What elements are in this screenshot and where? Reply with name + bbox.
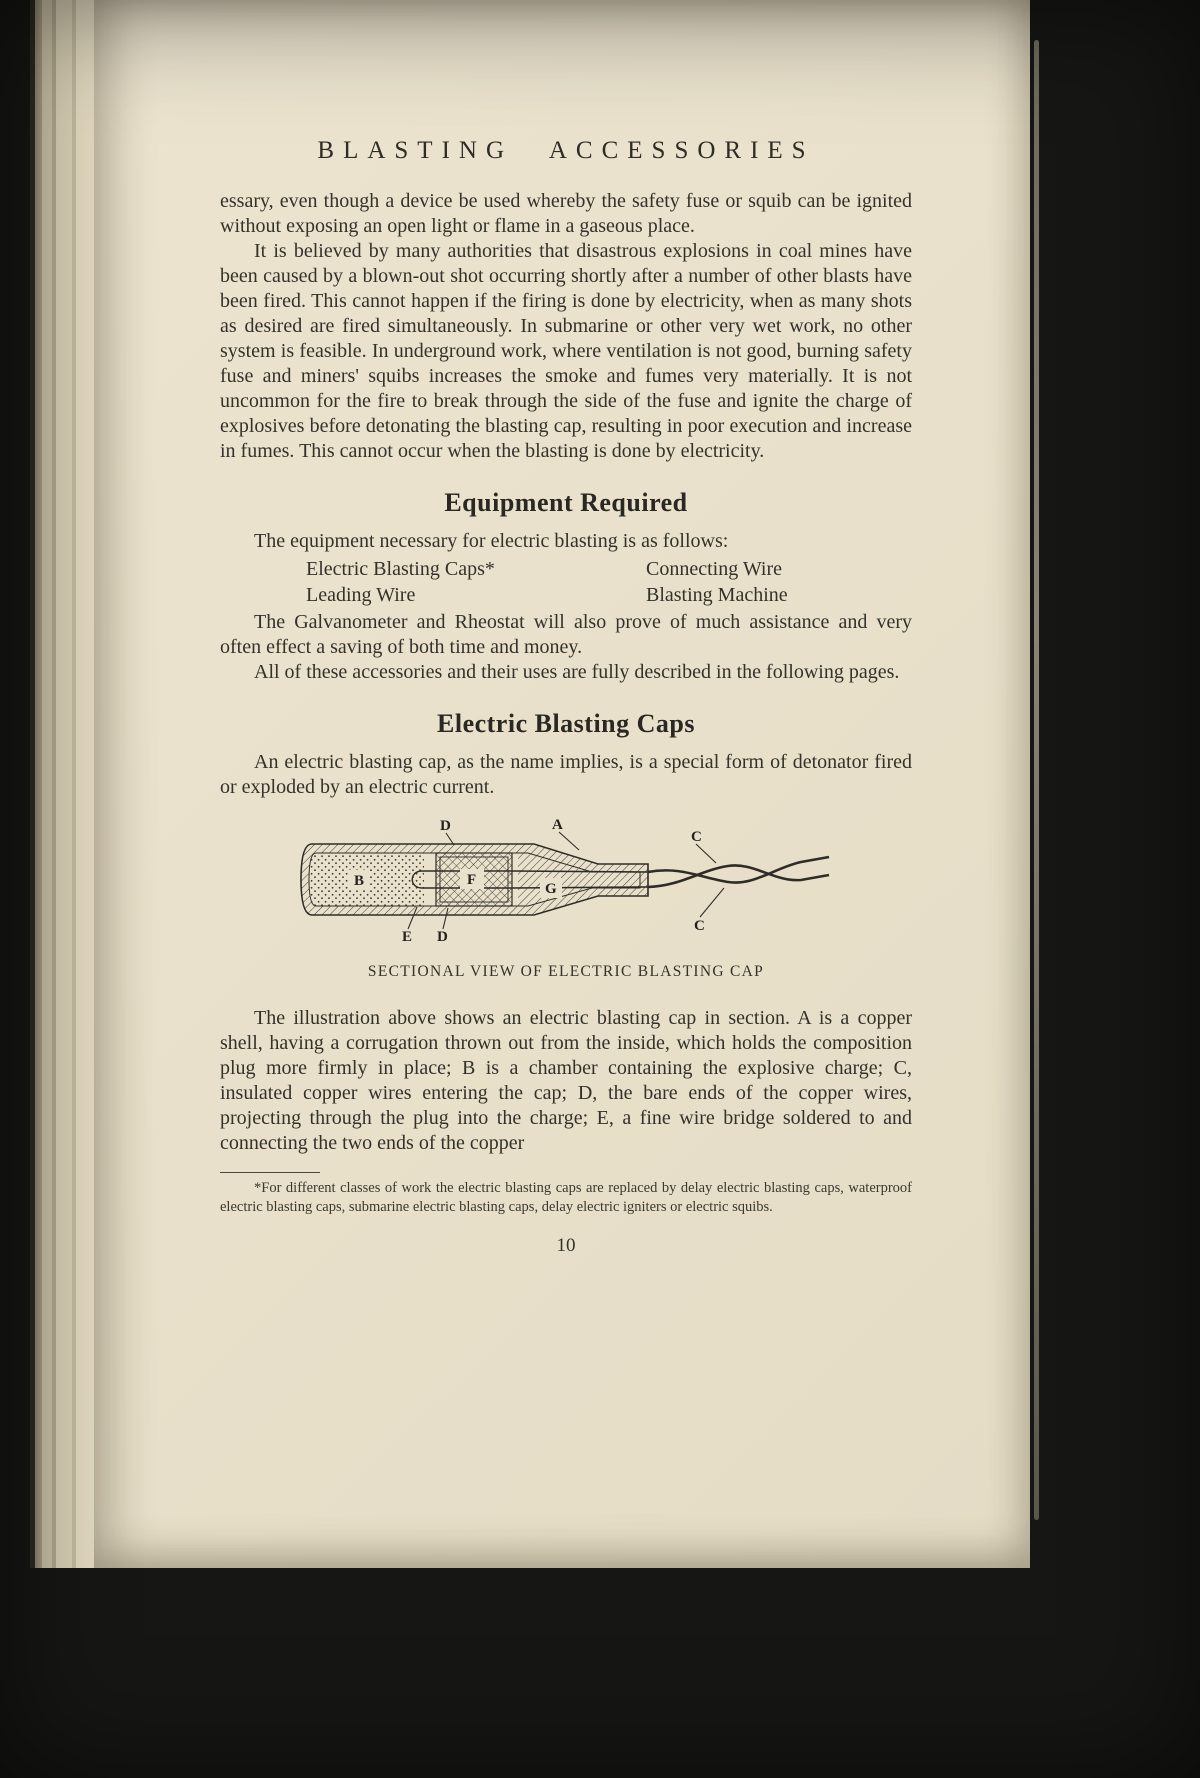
- paragraph-galvanometer: The Galvanometer and Rheostat will also prove of much assistance and very often effect a saving of both time and money.: [220, 611, 912, 658]
- paragraph-electric-firing: It is believed by many authorities that disastrous explosions in coal mines have been caused by a blown-out shot occurring shortly after a number of other blasts have been fired. This cannot happen if the firing is done by electricity, when as many shots as desired are fired simultaneously. In submarine or other very wet work, no other system is feasible. In underground work, where ventilation is not good, burning safety fuse and miners' squibs increases the smoke and fumes very materially. It is not uncommon for the fire to break through the side of the fuse and ignite the charge of explosives before detonating the blasting cap, resulting in poor execution and increase in fumes. This cannot occur when the blasting is done by electricity.: [220, 240, 912, 462]
- book: [30, 0, 1030, 1568]
- paragraph-continuation: essary, even though a device be used whereby the safety fuse or squib can be ignited without exposing an open light or flame in a gaseous place.: [220, 190, 912, 237]
- page-number: 10: [556, 1235, 576, 1256]
- leader-C-top: [696, 844, 716, 863]
- equipment-list-column-left: [306, 556, 646, 608]
- wire-in-neck-bottom: [512, 887, 648, 888]
- page-content: [220, 0, 912, 1258]
- figure-label-B: B: [354, 873, 365, 889]
- adjacent-page-edge: [1034, 40, 1039, 1520]
- list-item: Connecting Wire: [646, 558, 783, 580]
- equipment-list-column-right: [646, 556, 788, 608]
- figure-label-E: E: [402, 929, 413, 944]
- figure-label-C-top: C: [691, 829, 702, 845]
- paragraph-caps-intro: An electric blasting cap, as the name implies, is a special form of detonator fired or exploded by an electric current.: [220, 751, 912, 798]
- footnote-rule: [220, 1172, 320, 1173]
- insulated-wire-2: [648, 865, 829, 887]
- figure-caption: SECTIONAL VIEW OF ELECTRIC BLASTING CAP: [367, 963, 765, 980]
- book-binding-page-edges: [30, 0, 94, 1568]
- figure-label-G: G: [545, 881, 557, 897]
- footnote: *For different classes of work the electric blasting caps are replaced by delay electric blasting caps, waterproof electric blasting caps, submarine electric blasting caps, delay electric igniters or electric squibs.: [220, 1180, 912, 1215]
- figure-label-D-bottom: D: [437, 929, 448, 944]
- paragraph-accessories: All of these accessories and their uses are fully described in the following pages.: [254, 661, 900, 683]
- leader-A-top: [559, 832, 579, 850]
- page-header: BLASTING ACCESSORIES: [317, 137, 815, 164]
- paragraph-caps-description: The illustration above shows an electric blasting cap in section. A is a copper shell, having a corrugation thrown out from the inside, which holds the composition plug more firmly in place; B is a chamber containing the explosive charge; C, insulated copper wires entering the cap; D, the bare ends of the copper wires, projecting through the plug into the charge; E, a fine wire bridge soldered to and connecting the two ends of the copper: [220, 1007, 912, 1154]
- figure-label-A: A: [552, 817, 563, 833]
- section-heading-caps: Electric Blasting Caps: [437, 709, 695, 738]
- figure-blasting-cap: [220, 816, 912, 984]
- paragraph-equipment-intro: The equipment necessary for electric blasting is as follows:: [254, 530, 729, 552]
- section-heading-equipment: Equipment Required: [444, 488, 688, 517]
- list-item: Electric Blasting Caps*: [306, 558, 495, 580]
- leader-C-bottom: [700, 888, 724, 917]
- list-item: Leading Wire: [306, 584, 416, 606]
- blasting-cap-diagram-wrap: [296, 816, 836, 951]
- figure-label-F: F: [467, 872, 477, 888]
- figure-label-D-top: D: [440, 818, 451, 834]
- wire-in-neck-top: [512, 871, 648, 872]
- list-item: Blasting Machine: [646, 584, 788, 606]
- blasting-cap-diagram: [296, 816, 836, 944]
- equipment-list: [306, 556, 912, 608]
- book-page: [94, 0, 1030, 1568]
- figure-label-C-bottom: C: [694, 918, 705, 934]
